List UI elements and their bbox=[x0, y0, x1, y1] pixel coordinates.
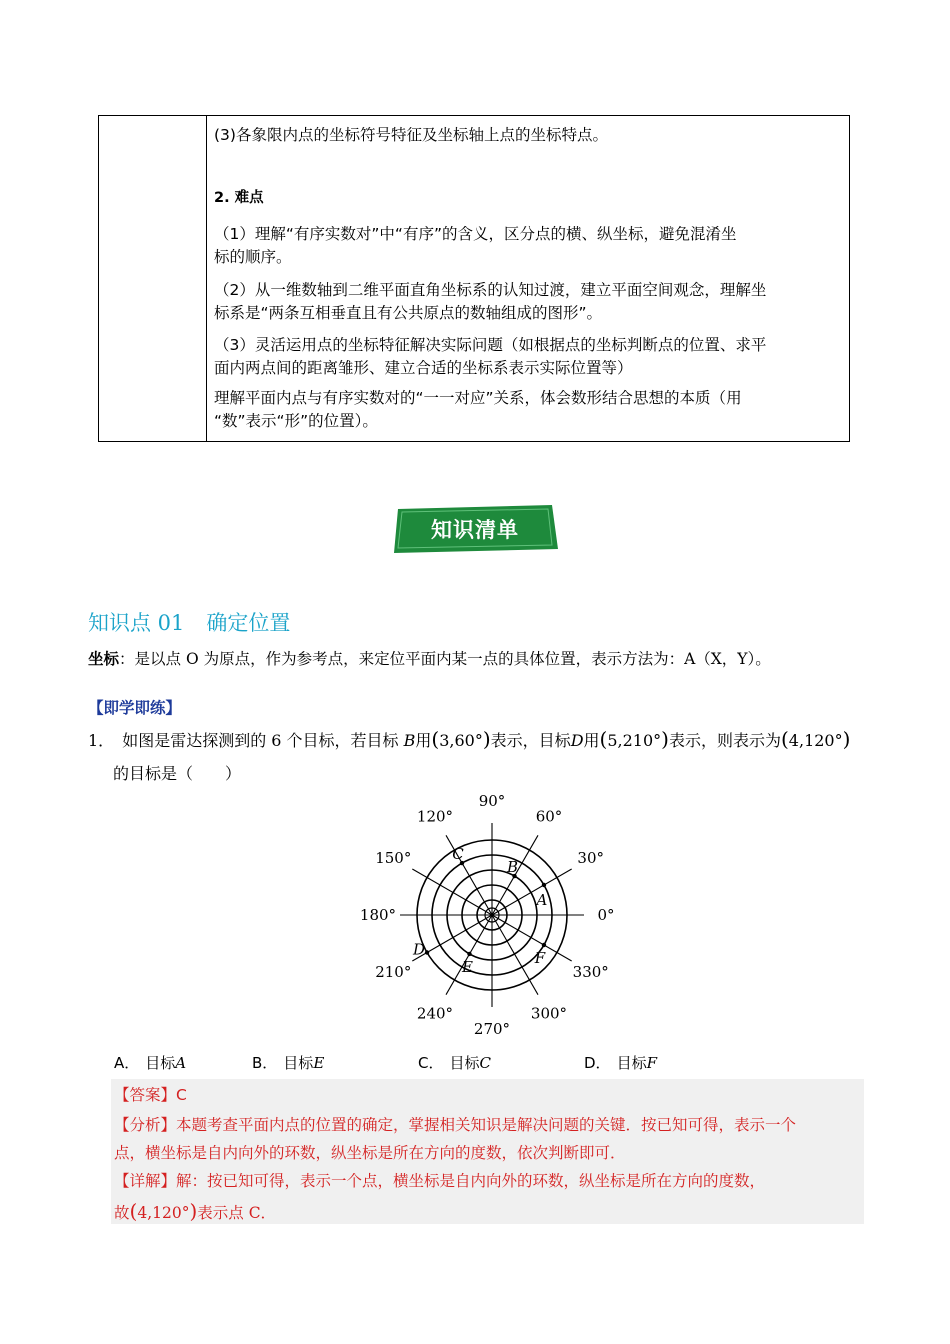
answer-line bbox=[114, 1084, 187, 1107]
detail-suffix: 表示点 C． bbox=[197, 1204, 277, 1222]
knowledge-point-title bbox=[88, 607, 290, 637]
definition-line bbox=[88, 647, 771, 671]
detail-prefix: 故 bbox=[114, 1204, 130, 1222]
option-a[interactable]: A． 目标A bbox=[114, 1054, 187, 1072]
option-c[interactable]: C． 目标C bbox=[418, 1054, 491, 1072]
radar-angle-label-120: 120° bbox=[416, 807, 454, 826]
banner-label: 知识清单 bbox=[431, 518, 519, 542]
radar-point-d bbox=[425, 950, 429, 954]
question-text-a: 如图是雷达探测到的 6 个目标，若目标 bbox=[122, 731, 399, 750]
difficulty-heading: 2. 难点 bbox=[214, 190, 264, 206]
question-text-b: 用 bbox=[415, 731, 432, 750]
radar-angle-label-0: 0° bbox=[597, 906, 615, 924]
question-b-coord: 3,60° bbox=[439, 731, 483, 750]
question-text-e: 表示，则表示为 bbox=[668, 731, 781, 750]
analysis-line-1 bbox=[114, 1114, 796, 1137]
knowledge-point-name: 确定位置 bbox=[206, 611, 291, 635]
radar-ray-300 bbox=[492, 915, 538, 995]
radar-point-label-c: C bbox=[452, 845, 464, 864]
radar-angle-label-240: 240° bbox=[416, 1004, 454, 1023]
radar-point-a bbox=[542, 883, 546, 887]
radar-angle-label-150: 150° bbox=[375, 849, 412, 867]
question-line-1: 1． 如图是雷达探测到的 6 个目标，若目标 B用(3,60°)表示，目标D用(5,210°)表示，则表示为(4,120°) bbox=[88, 727, 851, 751]
radar-angle-label-30: 30° bbox=[577, 849, 605, 867]
radar-point-label-f: F bbox=[534, 949, 546, 967]
radar-angle-label-300: 300° bbox=[530, 1004, 568, 1023]
radar-ray-330 bbox=[492, 915, 572, 961]
radar-angle-label-210: 210° bbox=[375, 963, 412, 981]
table-column-divider bbox=[206, 116, 207, 441]
definition-term: 坐标 bbox=[88, 649, 120, 668]
radar-point-e bbox=[467, 952, 471, 956]
detail-line-2: 故(4,120°)表示点 C． bbox=[114, 1199, 277, 1223]
difficulty-item-3a: （3）灵活运用点的坐标特征解决实际问题（如根据点的坐标判断点的位置、求平 bbox=[214, 336, 767, 354]
answer-tag: 【答案】 bbox=[114, 1086, 177, 1104]
question-coord: 4,120° bbox=[788, 731, 843, 750]
difficulty-item-4b: “数”表示“形”的位置）。 bbox=[214, 412, 378, 430]
question-d-label: D bbox=[570, 731, 584, 750]
radar-angle-label-270: 270° bbox=[473, 1020, 511, 1038]
detail-text-a: 解：按已知可得，表示一个点，横坐标是自内向外的环数，纵坐标是所在方向的度数， bbox=[176, 1172, 766, 1190]
radar-diagram bbox=[330, 786, 630, 1041]
practice-heading: 【即学即练】 bbox=[88, 698, 182, 717]
radar-angle-label-180: 180° bbox=[359, 906, 397, 924]
table-line-1: (3)各象限内点的坐标符号特征及坐标轴上点的坐标特点。 bbox=[214, 126, 608, 144]
radar-point-label-b: B bbox=[506, 858, 519, 877]
knowledge-point-number: 知识点 01 bbox=[88, 611, 185, 635]
analysis-line-2: 点，横坐标是自内向外的环数，纵坐标是所在方向的度数，依次判断即可． bbox=[114, 1144, 626, 1162]
detail-coord: 4,120° bbox=[137, 1204, 190, 1222]
radar-ray-30 bbox=[492, 869, 572, 915]
question-text-d: 用 bbox=[583, 731, 600, 750]
difficulty-item-2a: （2）从一维数轴到二维平面直角坐标系的认知过渡，建立平面空间观念，理解坐 bbox=[214, 281, 767, 299]
analysis-tag: 【分析】 bbox=[114, 1116, 177, 1134]
definition-text: ：是以点 O 为原点，作为参考点，来定位平面内某一点的具体位置，表示方法为：A（X，Y）。 bbox=[119, 650, 771, 668]
detail-line-1 bbox=[114, 1170, 765, 1193]
radar-angle-label-330: 330° bbox=[572, 963, 609, 981]
radar-point-f bbox=[542, 943, 546, 947]
difficulty-item-2b: 标系是“两条互相垂直且有公共原点的数轴组成的图形”。 bbox=[214, 304, 603, 322]
option-b[interactable]: B． 目标E bbox=[252, 1054, 325, 1072]
radar-angle-label-90: 90° bbox=[478, 792, 506, 810]
question-d-coord: 5,210° bbox=[607, 731, 662, 750]
question-b-label: B bbox=[403, 731, 416, 750]
difficulty-item-4a: 理解平面内点与有序实数对的“一一对应”关系，体会数形结合思想的本质（用 bbox=[214, 389, 742, 407]
radar-angle-label-60: 60° bbox=[535, 807, 563, 826]
option-d[interactable]: D． 目标F bbox=[584, 1054, 657, 1072]
radar-ray-150 bbox=[412, 869, 492, 915]
question-line-2: 的目标是（ ） bbox=[113, 764, 242, 783]
radar-point-label-d: D bbox=[413, 940, 426, 959]
detail-tag: 【详解】 bbox=[114, 1172, 177, 1190]
difficulty-item-1a: （1）理解“有序实数对”中“有序”的含义，区分点的横、纵坐标，避免混淆坐 bbox=[214, 225, 737, 243]
answer-value: C bbox=[176, 1086, 187, 1104]
question-number: 1． bbox=[88, 731, 115, 750]
radar-point-label-e: E bbox=[462, 957, 473, 976]
analysis-text-a: 本题考查平面内点的位置的确定，掌握相关知识是解决问题的关键．按已知可得，表示一个 bbox=[176, 1116, 797, 1134]
radar-point-label-a: A bbox=[536, 891, 548, 909]
question-text-c: 表示，目标 bbox=[490, 731, 571, 750]
difficulty-item-1b: 标的顺序。 bbox=[214, 248, 292, 266]
difficulty-item-3b: 面内两点间的距离雏形、建立合适的坐标系表示实际位置等） bbox=[214, 359, 633, 377]
